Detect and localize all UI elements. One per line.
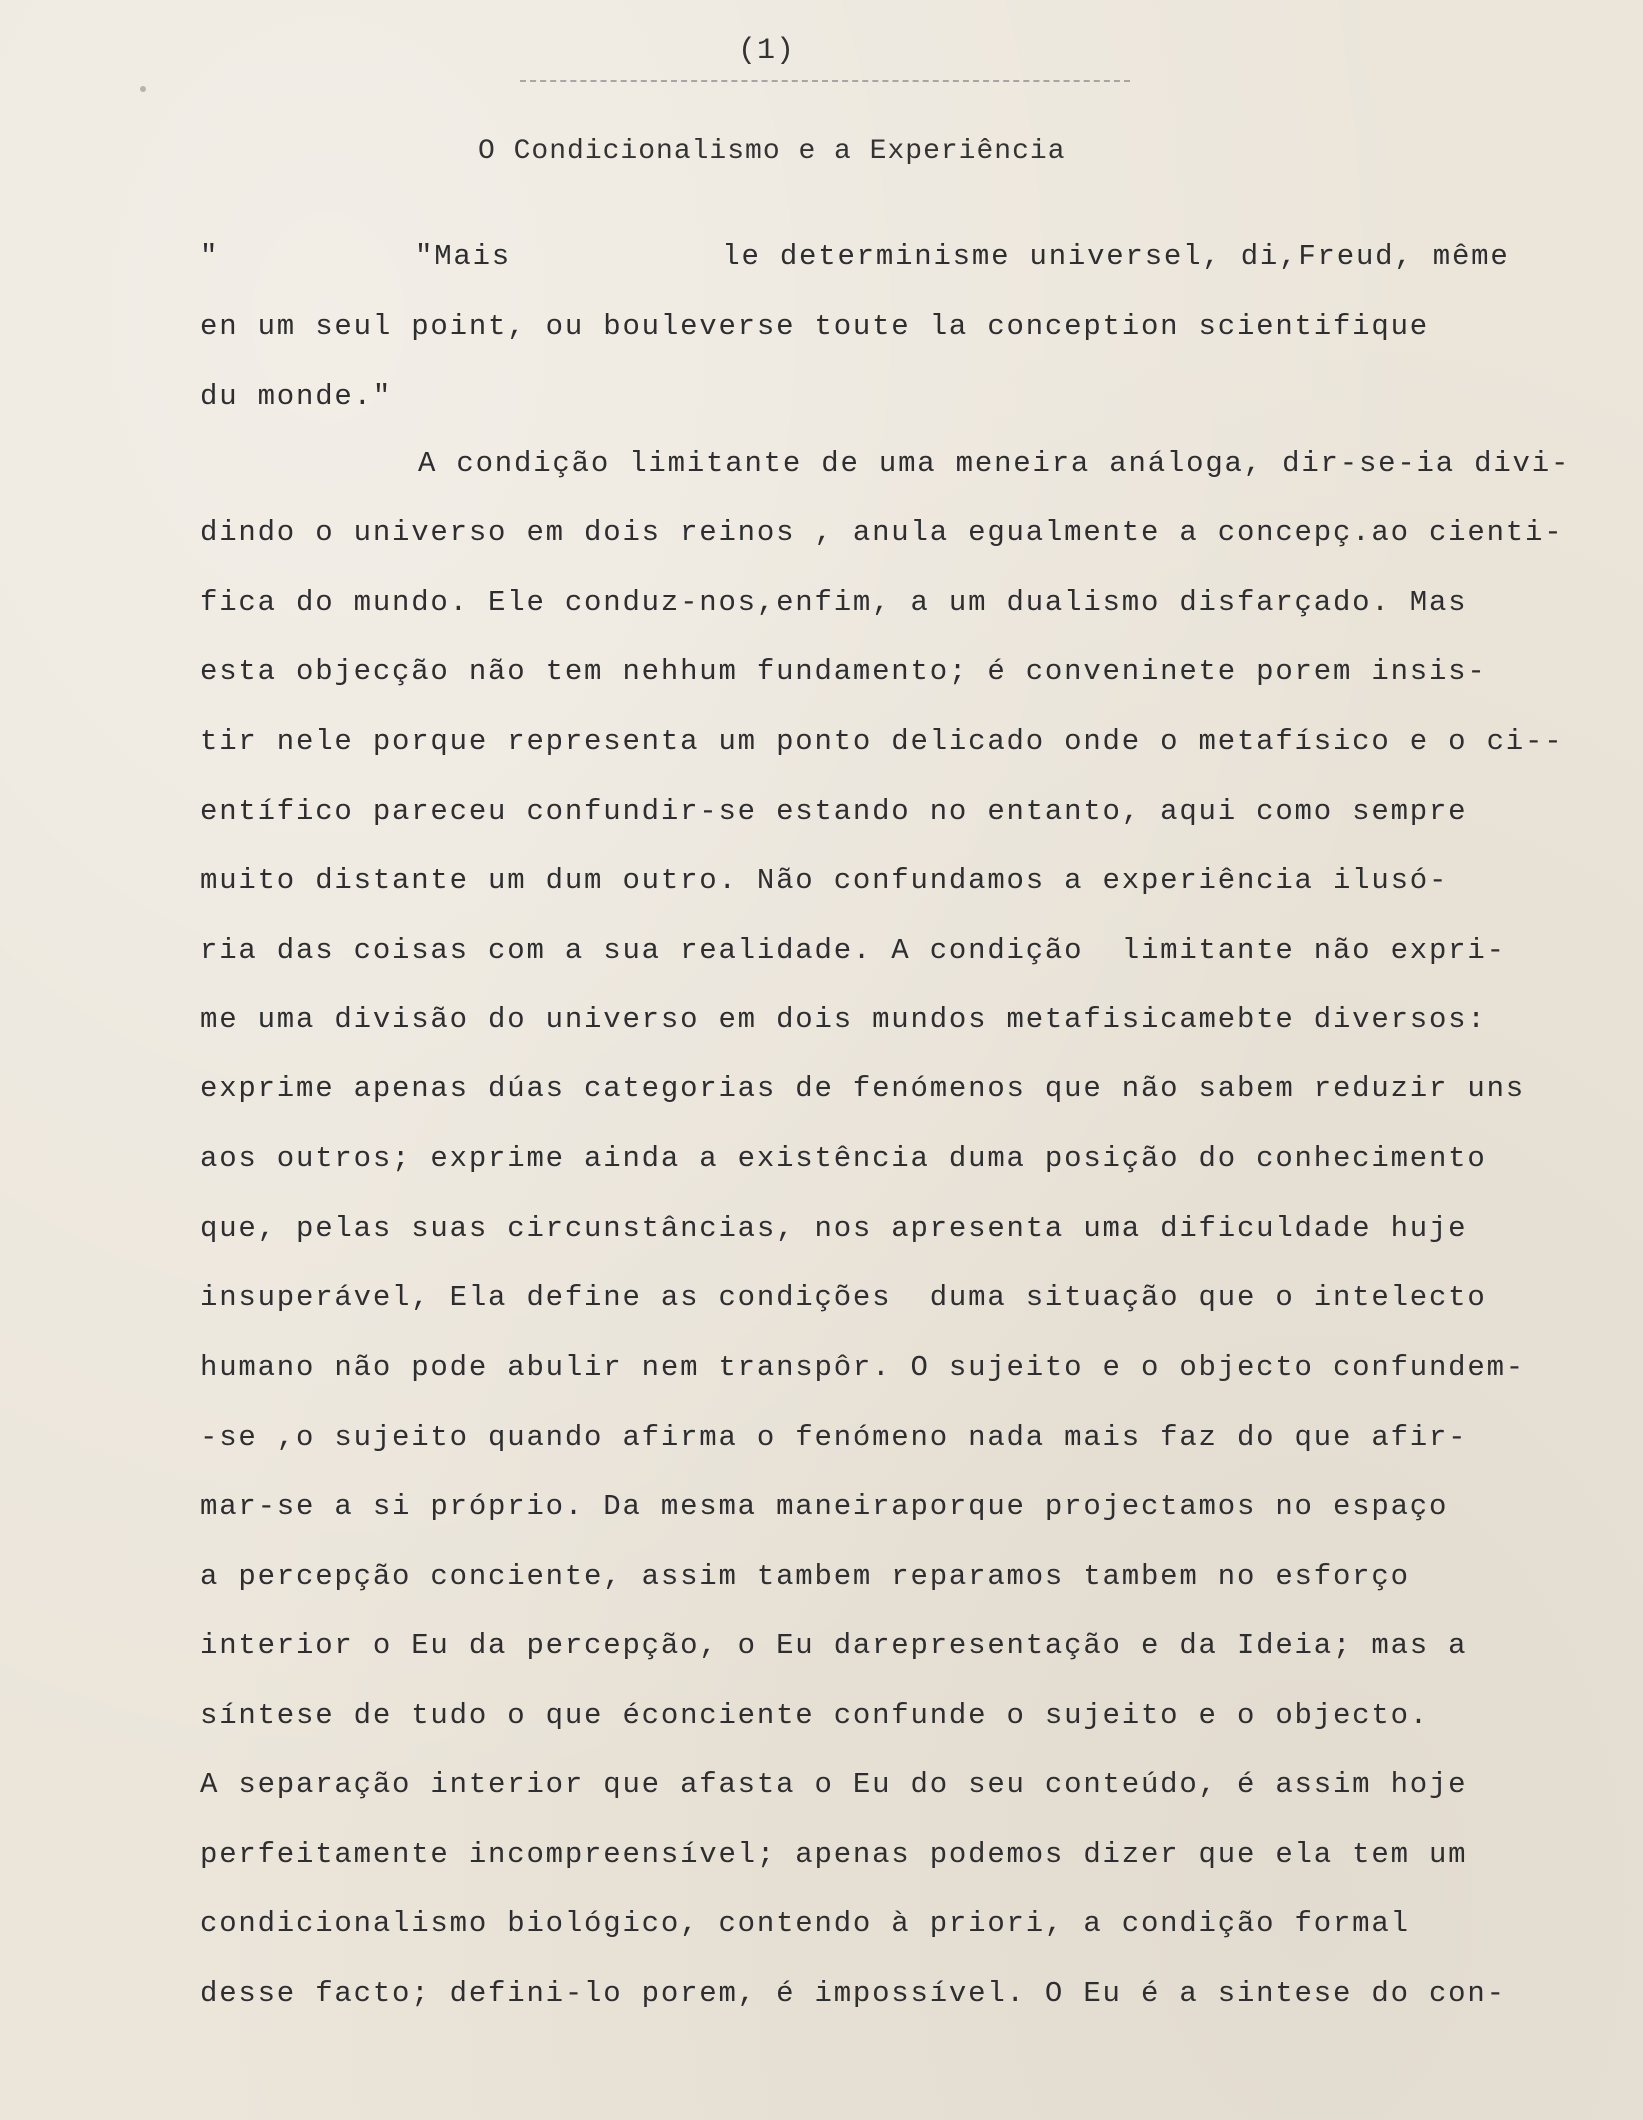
text-line-14: aos outros; exprime ainda a existência duma posição do conhecimento <box>200 1142 1487 1175</box>
text-line-25: condicionalismo biológico, contendo à priori, a condição formal <box>200 1907 1410 1940</box>
text-line-13: exprime apenas dúas categorias de fenómenos que não sabem reduzir uns <box>200 1072 1525 1105</box>
text-line-3: du monde." <box>200 380 393 413</box>
text-line-22: síntese de tudo o que éconciente confunde o sujeito e o objecto. <box>200 1699 1429 1732</box>
text-line-8: tir nele porque representa um ponto delicado onde o metafísico e o ci-- <box>200 725 1564 758</box>
text-line-10: muito distante um dum outro. Não confundamos a experiência ilusó- <box>200 864 1449 897</box>
text-line-1: "Mais le determinisme universel, di,Freud, même <box>415 240 1510 273</box>
text-line-16: insuperável, Ela define as condições duma situação que o intelecto <box>200 1281 1487 1314</box>
text-line-20: a percepção conciente, assim tambem reparamos tambem no esforço <box>200 1560 1410 1593</box>
text-line-19: mar-se a si próprio. Da mesma maneiraporque projectamos no espaço <box>200 1490 1449 1523</box>
text-line-12: me uma divisão do universo em dois mundos metafisicamebte diversos: <box>200 1003 1487 1036</box>
text-line-23: A separação interior que afasta o Eu do seu conteúdo, é assim hoje <box>200 1768 1468 1801</box>
paper-speck <box>140 86 146 92</box>
text-line-9: entífico pareceu confundir-se estando no entanto, aqui como sempre <box>200 795 1468 828</box>
text-line-7: esta objecção não tem nehhum fundamento; é conveninete porem insis- <box>200 655 1487 688</box>
text-line-2: en um seul point, ou bouleverse toute la conception scientifique <box>200 310 1429 343</box>
page-title: O Condicionalismo e a Experiência <box>478 136 1066 167</box>
text-line-24: perfeitamente incompreensível; apenas podemos dizer que ela tem um <box>200 1838 1468 1871</box>
text-line-5: dindo o universo em dois reinos , anula egualmente a concepç.ao cienti- <box>200 516 1564 549</box>
dashed-rule <box>520 80 1130 82</box>
text-line-21: interior o Eu da percepção, o Eu darepresentação e da Ideia; mas a <box>200 1629 1468 1662</box>
text-line-11: ria das coisas com a sua realidade. A condição limitante não expri- <box>200 934 1506 967</box>
text-line-17: humano não pode abulir nem transpôr. O sujeito e o objecto confundem- <box>200 1351 1525 1384</box>
text-line-15: que, pelas suas circunstâncias, nos apresenta uma dificuldade huje <box>200 1212 1468 1245</box>
text-line-4: A condição limitante de uma meneira análoga, dir-se-ia divi- <box>418 447 1571 480</box>
text-line-18: -se ,o sujeito quando afirma o fenómeno nada mais faz do que afir- <box>200 1421 1468 1454</box>
text-line-26: desse facto; defini-lo porem, é impossível. O Eu é a sintese do con- <box>200 1977 1506 2010</box>
text-line-6: fica do mundo. Ele conduz-nos,enfim, a um dualismo disfarçado. Mas <box>200 586 1468 619</box>
page-number: (1) <box>738 34 796 68</box>
opening-quote-mark: " <box>200 240 218 273</box>
